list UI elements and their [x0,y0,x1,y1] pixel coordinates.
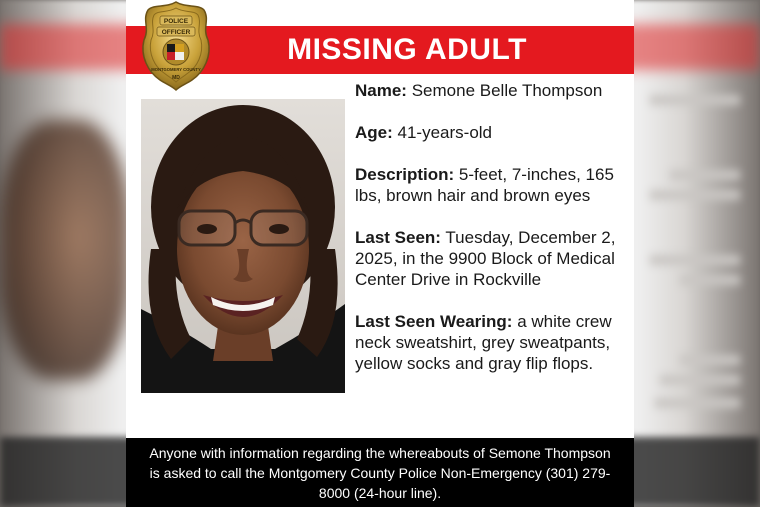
description-label: Description: [355,165,455,184]
last-seen-wearing-field [355,311,627,374]
last-seen-field [355,227,627,290]
blurred-text-line [650,255,740,265]
age-value: 41-years-old [397,123,493,142]
description-field [355,164,627,206]
badge-top-text: POLICE [163,18,189,25]
contact-footer [126,438,634,507]
last-seen-wearing-label: Last Seen Wearing: [355,312,513,331]
description-value: 5-feet, 7-inches, 165 lbs, brown hair and brown eyes [355,165,614,205]
person-details [355,80,627,395]
age-field [355,122,627,143]
blurred-text-line [655,398,740,408]
badge-bottom-text: MONTGOMERY COUNTY [151,67,201,72]
blurred-text-line [680,355,740,365]
portrait-image [141,99,345,393]
blurred-text-line [650,190,740,200]
flyer-title: MISSING ADULT [287,33,527,66]
name-value: Semone Belle Thompson [411,81,603,100]
last-seen-wearing-value: a white crew neck sweatshirt, grey sweatpants, yellow socks and gray flip flops. [355,312,612,373]
blurred-text-line [660,375,740,385]
name-field [355,80,627,101]
blurred-text-line [650,95,740,105]
name-label: Name: [355,81,407,100]
last-seen-label: Last Seen: [355,228,441,247]
age-label: Age: [355,123,393,142]
badge-state-text: MD [172,75,180,81]
blurred-text-line [670,170,740,180]
badge-middle-text: OFFICER [161,29,191,36]
blurred-text-line [680,275,740,285]
last-seen-value: Tuesday, December 2, 2025, in the 9900 Block of Medical Center Drive in Rockville [355,228,616,289]
police-badge-icon [140,0,212,92]
contact-instructions: Anyone with information regarding the whereabouts of Semone Thompson is asked to call the Montgomery County Police Non-Emergency (301) 279-8000 (24-hour line). [149,444,611,501]
missing-person-photo [141,99,345,393]
blurred-photo-left [0,120,130,380]
missing-person-flyer [126,0,634,507]
